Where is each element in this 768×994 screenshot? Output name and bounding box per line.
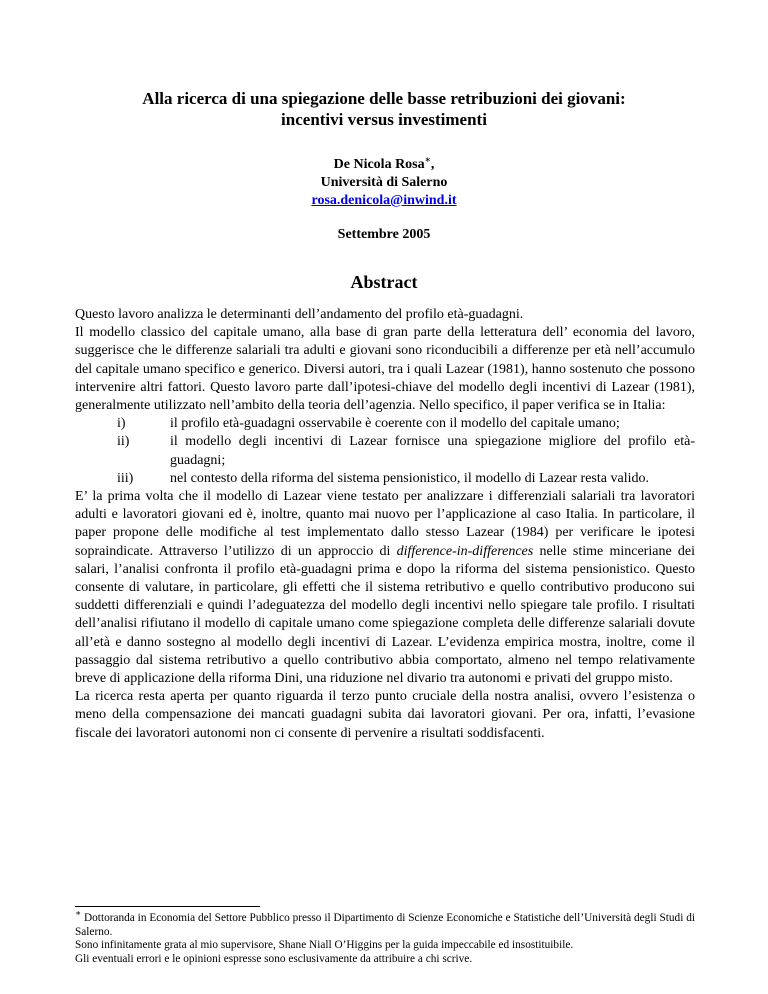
- list-item: [75, 433, 695, 469]
- list-item-text: il modello degli incentivi di Lazear fornisce una spiegazione migliore del profilo età-guadagni;: [170, 434, 695, 468]
- list-item-text: il profilo età-guadagni osservabile è coerente con il modello del capitale umano;: [170, 416, 620, 432]
- list-item-number: iii): [117, 470, 134, 486]
- author-name: De Nicola Rosa: [333, 157, 425, 172]
- paragraph-1: Questo lavoro analizza le determinanti dell’andamento del profilo età-guadagni.: [75, 307, 524, 322]
- abstract-heading: Abstract: [350, 272, 418, 292]
- list-item: [75, 470, 695, 488]
- author-footnote-mark: ∗: [424, 154, 431, 165]
- paragraph-3-part-a: E’ la prima volta che il modello di Lazear viene testato per analizzare i differenziali salariali tra lavoratori adulti e lavoratori giovani ed è, inoltre, quanto mai nuovo per l’applicazione al caso Italia. In particolare, il paper propone delle modifiche al test implementato dallo stesso Lazear (1984) per verificare le ipotesi sopraindicate. Attraverso l’utilizzo di un approccio di: [75, 489, 695, 559]
- footnote-divider: [75, 906, 260, 907]
- date: Settembre 2005: [337, 227, 431, 242]
- paragraph-2: Il modello classico del capitale umano, alla base di gran parte della letteratura dell’ economia del lavoro, suggerisce che le differenze salariali tra adulti e giovani sono riconducibili a differenze per età nell’accumulo del capitale umano specifico e generico. Diversi autori, tra i quali Lazear (1981), hanno sostenuto che possono intervenire altri fattori. Questo lavoro parte dall’ipotesi-chiave del modello degli incentivi di Lazear (1981), generalmente utilizzato nell’ambito della teoria dell’agenzia. Nello specifico, il paper verifica se in Italia:: [75, 325, 695, 414]
- paragraph-3: [75, 488, 695, 688]
- list-item-number: i): [117, 416, 126, 432]
- email-link[interactable]: rosa.denicola@inwind.it: [311, 193, 457, 208]
- list-item-text: nel contesto della riforma del sistema pensionistico, il modello di Lazear resta valido.: [170, 470, 649, 486]
- author-suffix: ,: [430, 157, 435, 172]
- paragraph-4: La ricerca resta aperta per quanto riguarda il terzo punto cruciale della nostra analisi, ovvero l’esistenza o meno della compensazione dei mancati guadagni subita dai lavoratori giovani. Per ora, infatti, l’evasione fiscale dei lavoratori autonomi non ci consente di pervenire a risultati soddisfacenti.: [75, 689, 695, 741]
- abstract-body: [75, 306, 695, 743]
- paragraph-3-part-b: nelle stime minceriane dei salari, l’analisi confronta il profilo età-guadagni prima e dopo la riforma del sistema pensionistico. Questo consente di valutare, in particolare, gli effetti che il sistema retributivo e quello contributivo producono sui suddetti differenziali e quindi l’adeguatezza del modello degli incentivi nello spiegare tale profilo. I risultati dell’analisi rifiutano il modello di capitale umano come spiegazione completa delle differenze salariali dovute all’età e danno sostegno al modello degli incentivi di Lazear. L’evidenza empirica mostra, inoltre, come il passaggio dal sistema retributivo a quello contributivo abbia comportato, almeno nel tempo relativamente breve di applicazione della riforma Dini, una riduzione nel divario tra autonomi e privati del gruppo misto.: [75, 543, 696, 687]
- paragraph-3-italic-term: difference-in-differences: [396, 543, 534, 559]
- footnote-mark: ∗: [75, 908, 82, 919]
- paper-title: [80, 88, 688, 130]
- footnote: [75, 908, 695, 966]
- author-line: [80, 156, 688, 174]
- title-line-1: Alla ricerca di una spiegazione delle basse retribuzioni dei giovani:: [142, 89, 626, 108]
- affiliation: Università di Salerno: [320, 175, 448, 190]
- footnote-text-1: Dottoranda in Economia del Settore Pubblico presso il Dipartimento di Scienze Economiche e Statistiche dell’Università degli Studi di Salerno.: [75, 912, 695, 938]
- list-item-number: ii): [117, 434, 130, 450]
- footnote-line-3: Gli eventuali errori e le opinioni espresse sono esclusivamente da attribuire a chi scrive.: [75, 952, 473, 965]
- title-line-2: incentivi versus investimenti: [281, 110, 487, 129]
- footnote-line-2: Sono infinitamente grata al mio supervisore, Shane Niall O’Higgins per la guida impeccabile ed insostituibile.: [75, 939, 574, 952]
- list-item: [75, 415, 695, 433]
- footnote-line-1: [75, 908, 695, 939]
